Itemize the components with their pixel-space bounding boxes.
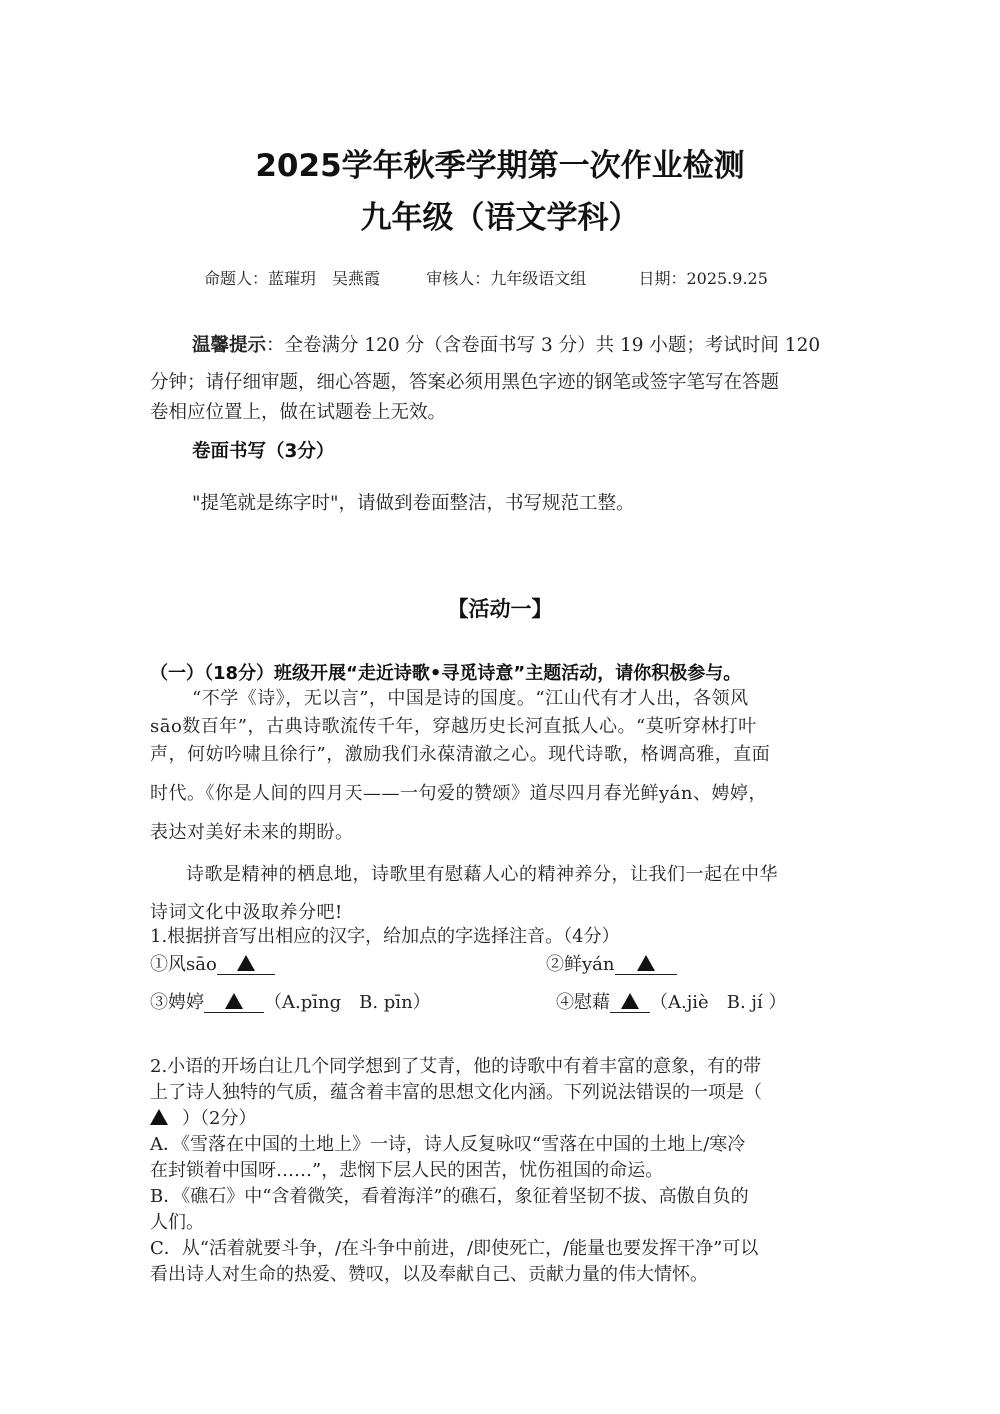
- passage-line: sāo数百年”，古典诗歌流传千年，穿越历史长河直抵人心。“莫听穿林打叶: [150, 716, 757, 737]
- item-text: 风sāo: [168, 954, 217, 975]
- handwriting-text: "提笔就是练字时"，请做到卷面整洁，书写规范工整。: [192, 493, 635, 514]
- black-triangle-icon: [621, 993, 639, 1009]
- q2-option-c-cont: 看出诗人对生命的热爱、赞叹，以及奉献自己、贡献力量的伟大情怀。: [150, 1264, 708, 1285]
- passage-line: 时代。《你是人间的四月天——一句爱的赞颂》道尽四月春光鲜yán、娉婷，: [150, 783, 767, 804]
- passage-line: 诗词文化中汲取养分吧!: [150, 902, 343, 923]
- reviewer-label: 审核人：: [426, 269, 491, 288]
- item-number: ①: [150, 954, 168, 975]
- notice-label: 温馨提示: [192, 335, 267, 356]
- q2-stem-line: 上了诗人独特的气质，蕴含着丰富的思想文化内涵。下列说法错误的一项是（: [150, 1082, 762, 1103]
- activity-heading: 【活动一】: [447, 597, 553, 621]
- item-number: ③: [150, 992, 168, 1013]
- item-text: 慰藉: [574, 992, 610, 1013]
- q1-stem: 1.根据拼音写出相应的汉字，给加点的字选择注音。（4分）: [150, 926, 620, 947]
- date-label: 日期：: [638, 269, 687, 288]
- page-subtitle: 九年级（语文学科）: [360, 200, 640, 236]
- section-title: （一）（18分）班级开展“走近诗歌•寻觅诗意”主题活动，请你积极参与。: [150, 663, 742, 684]
- black-triangle-icon[interactable]: [150, 1109, 168, 1125]
- q2-option-c: C．从“活着就要斗争，/在斗争中前进，/即使死亡，/能量也要发挥干净”可以: [150, 1238, 759, 1259]
- q2-score: ）（2分）: [182, 1108, 257, 1129]
- answer-blank[interactable]: [204, 993, 264, 1013]
- q2-option-b-cont: 人们。: [150, 1212, 204, 1233]
- q1-item: [150, 950, 275, 976]
- q2-option-a: A．《雪落在中国的土地上》一诗，诗人反复咏叹“雪落在中国的土地上/寒冷: [150, 1134, 746, 1155]
- notice-line-1: [192, 331, 820, 357]
- date: 2025.9.25: [686, 269, 768, 288]
- item-text: 鲜yán: [564, 954, 615, 975]
- passage-line: 声，何妨吟啸且徐行”，激励我们永葆清澈之心。现代诗歌，格调高雅，直面: [150, 744, 771, 765]
- q2-stem-line: 2.小语的开场白让几个同学想到了艾青，他的诗歌中有着丰富的意象，有的带: [150, 1056, 762, 1077]
- exam-meta: [204, 266, 768, 289]
- reviewer: 九年级语文组: [490, 269, 587, 288]
- q2-stem-tail: [150, 1104, 256, 1130]
- passage-line: 表达对美好未来的期盼。: [150, 822, 354, 843]
- item-number: ④: [556, 992, 574, 1013]
- item-number: ②: [546, 954, 564, 975]
- q1-item: [546, 950, 677, 976]
- q2-option-b: B．《礁石》中“含着微笑，看着海洋”的礁石，象征着坚韧不拔、高傲自负的: [150, 1186, 749, 1207]
- black-triangle-icon: [637, 955, 655, 971]
- black-triangle-icon: [225, 993, 243, 1009]
- page-title: 2025学年秋季学期第一次作业检测: [255, 148, 745, 184]
- handwriting-heading: 卷面书写（3分）: [192, 441, 335, 462]
- notice-line-3: 卷相应位置上，做在试题卷上无效。: [150, 402, 447, 423]
- q1-item: [556, 988, 786, 1014]
- author-label: 命题人：: [204, 269, 269, 288]
- answer-blank[interactable]: [610, 993, 650, 1013]
- item-options: （A.jiè B. jí ）: [650, 992, 787, 1013]
- answer-blank[interactable]: [615, 955, 677, 975]
- passage-line: 诗歌是精神的栖息地，诗歌里有慰藉人心的精神养分，让我们一起在中华: [186, 864, 778, 885]
- black-triangle-icon: [237, 955, 255, 971]
- notice-text-1: ：全卷满分 120 分（含卷面书写 3 分）共 19 小题；考试时间 120: [266, 335, 821, 356]
- notice-line-2: 分钟；请仔细审题，细心答题，答案必须用黑色字迹的钢笔或签字笔写在答题: [150, 372, 780, 393]
- q2-option-a-cont: 在封锁着中国呀……”，悲悯下层人民的困苦，忧伤祖国的命运。: [150, 1160, 664, 1181]
- item-options: （A.pīng B. pīn）: [264, 992, 431, 1013]
- item-text: 娉婷: [168, 992, 204, 1013]
- q1-item: [150, 988, 431, 1014]
- passage-line: “不学《诗》，无以言”，中国是诗的国度。“江山代有才人出，各领风: [192, 688, 749, 709]
- answer-blank[interactable]: [217, 955, 275, 975]
- authors: 蓝璀玥 吴燕霞: [268, 269, 381, 288]
